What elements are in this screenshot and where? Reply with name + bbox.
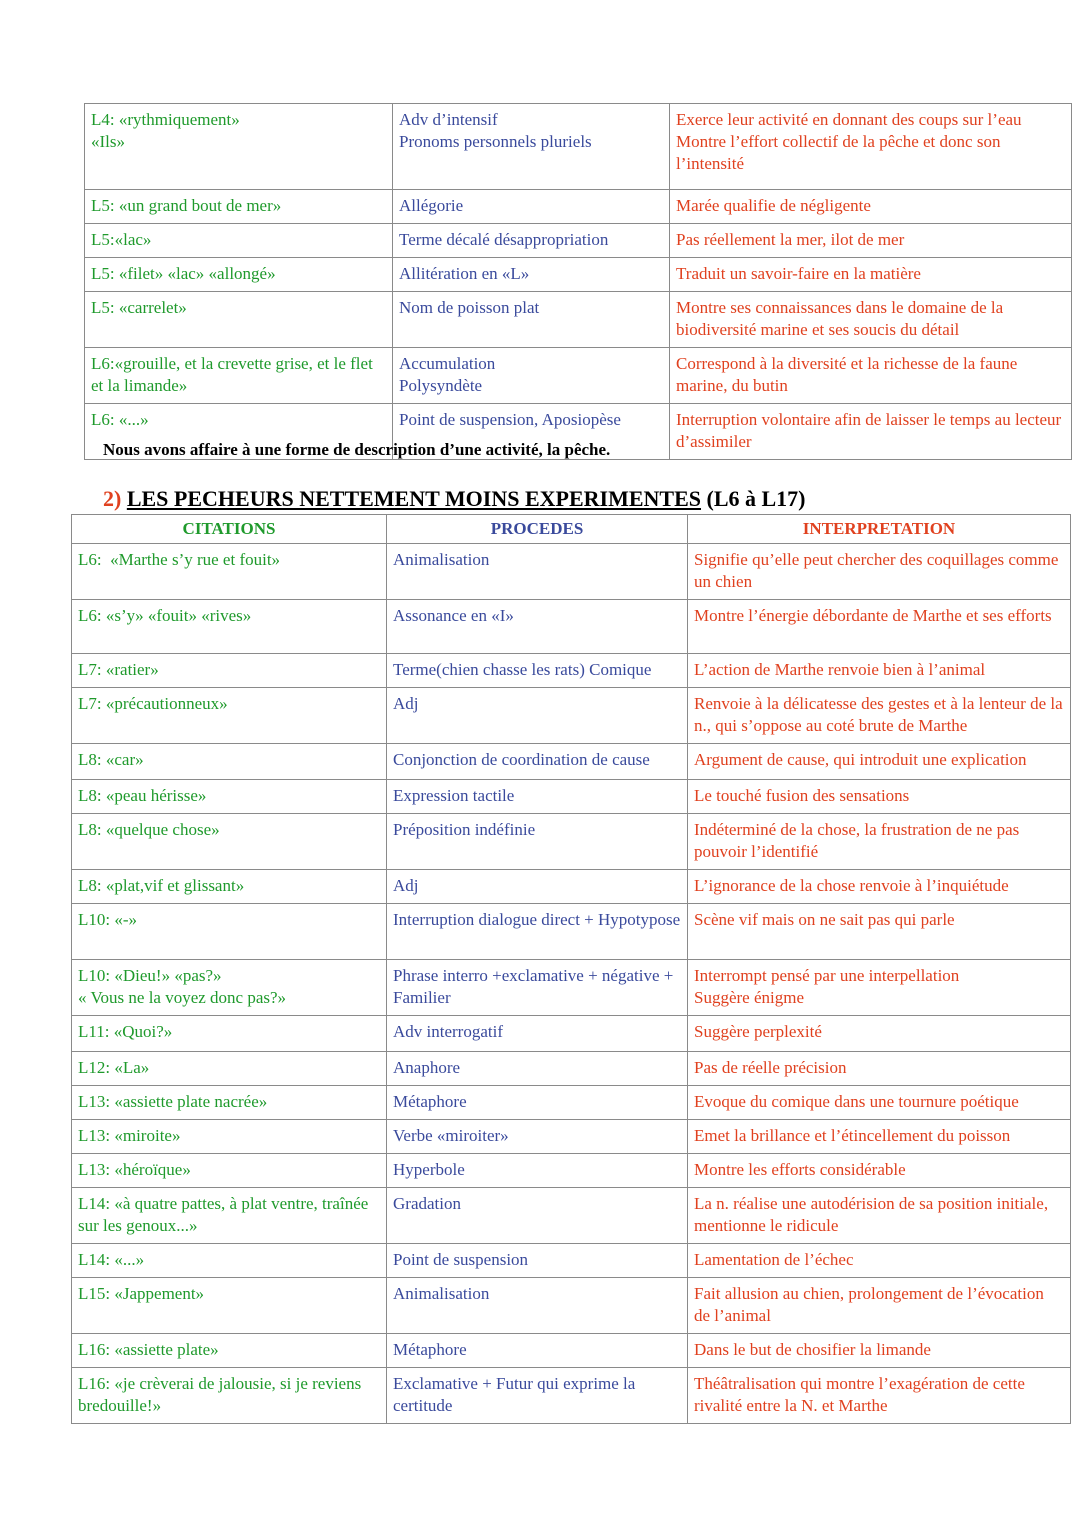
- procede-text: Adv interrogatif: [393, 1022, 503, 1041]
- interpretation-cell: [688, 1154, 1071, 1188]
- procede-text: Polysyndète: [399, 376, 483, 395]
- citation-cell: [72, 1368, 387, 1424]
- interpretation-text: Dans le but de chosifier la limande: [694, 1340, 931, 1359]
- section-range: (L6 à L17): [701, 486, 806, 511]
- procede-cell: [387, 1244, 688, 1278]
- citation-text: L5: «un grand bout de mer»: [91, 196, 282, 215]
- procede-text: Accumulation: [399, 354, 496, 373]
- procede-cell: [393, 104, 670, 190]
- table-row: [72, 544, 1071, 600]
- header-row: [72, 515, 1071, 544]
- citation-cell: [72, 654, 387, 688]
- procede-cell: [387, 1086, 688, 1120]
- interpretation-cell: [688, 688, 1071, 744]
- procede-cell: [387, 744, 688, 780]
- interpretation-text: Suggère perplexité: [694, 1022, 822, 1041]
- procede-cell: [387, 544, 688, 600]
- interpretation-text: Renvoie à la délicatesse des gestes et à la lenteur de la n., qui s’oppose au coté brute de Marthe: [694, 694, 1067, 735]
- procede-text: Conjonction de coordination de cause: [393, 750, 650, 769]
- citation-text: L13: «miroite»: [78, 1126, 181, 1145]
- table-row: [72, 780, 1071, 814]
- interpretation-cell: [688, 654, 1071, 688]
- procede-cell: [387, 1334, 688, 1368]
- citation-text: L6:«grouille, et la crevette grise, et le flet et la limande»: [91, 354, 378, 395]
- citation-text: L8: «car»: [78, 750, 144, 769]
- table-row: [72, 814, 1071, 870]
- citation-text: L8: «quelque chose»: [78, 820, 220, 839]
- citation-text: L16: «assiette plate»: [78, 1340, 219, 1359]
- citation-text: L11: «Quoi?»: [78, 1022, 173, 1041]
- summary-note: Nous avons affaire à une forme de description d’une activité, la pêche.: [103, 440, 611, 459]
- citation-text: L6: «...»: [91, 410, 149, 429]
- procede-cell: [387, 814, 688, 870]
- interpretation-cell: [688, 904, 1071, 960]
- citation-cell: [72, 1244, 387, 1278]
- procede-text: Anaphore: [393, 1058, 461, 1077]
- table-row: [72, 1334, 1071, 1368]
- interpretation-cell: [670, 258, 1072, 292]
- header-interpretation: INTERPRETATION: [688, 515, 1071, 544]
- citation-cell: [72, 1154, 387, 1188]
- citation-cell: [72, 1016, 387, 1052]
- table-row: [72, 1086, 1071, 1120]
- procede-text: Point de suspension, Aposiopèse: [399, 410, 621, 429]
- citation-text: L4: «rythmiquement»: [91, 110, 240, 129]
- procede-text: Adj: [393, 694, 419, 713]
- interpretation-text: Pas réellement la mer, ilot de mer: [676, 230, 905, 249]
- procede-cell: [387, 1120, 688, 1154]
- citation-cell: [72, 1052, 387, 1086]
- citation-text: L7: «précautionneux»: [78, 694, 228, 713]
- table-row: [85, 292, 1072, 348]
- citation-cell: [72, 544, 387, 600]
- interpretation-cell: [670, 404, 1072, 460]
- citation-text: L10: «-»: [78, 910, 138, 929]
- citation-cell: [72, 780, 387, 814]
- table-row: [72, 1368, 1071, 1424]
- table-row: [72, 1188, 1071, 1244]
- interpretation-text: Fait allusion au chien, prolongement de l’évocation de l’animal: [694, 1284, 1049, 1325]
- table-row: [85, 258, 1072, 292]
- interpretation-text: Interrompt pensé par une interpellation: [694, 966, 960, 985]
- procede-cell: [387, 1154, 688, 1188]
- table-row: [72, 1052, 1071, 1086]
- procede-text: Allitération en «L»: [399, 264, 530, 283]
- procede-cell: [393, 348, 670, 404]
- interpretation-text: Evoque du comique dans une tournure poétique: [694, 1092, 1019, 1111]
- procede-cell: [387, 688, 688, 744]
- section-number: 2): [103, 486, 122, 511]
- table-row: [72, 600, 1071, 654]
- procede-text: Pronoms personnels pluriels: [399, 132, 592, 151]
- procede-text: Point de suspension: [393, 1250, 529, 1269]
- interpretation-text: Théâtralisation qui montre l’exagération de cette rivalité entre la N. et Marthe: [694, 1374, 1030, 1415]
- interpretation-cell: [688, 1188, 1071, 1244]
- procede-cell: [387, 1368, 688, 1424]
- interpretation-text: L’action de Marthe renvoie bien à l’animal: [694, 660, 986, 679]
- procede-cell: [387, 1016, 688, 1052]
- procede-text: Hyperbole: [393, 1160, 465, 1179]
- interpretation-cell: [688, 1016, 1071, 1052]
- citation-text: L12: «La»: [78, 1058, 150, 1077]
- citation-text: L6: «Marthe s’y rue et fouit»: [78, 550, 281, 569]
- citation-text: L15: «Jappement»: [78, 1284, 205, 1303]
- procede-cell: [387, 1188, 688, 1244]
- interpretation-text: Montre l’effort collectif de la pêche et donc son l’intensité: [676, 132, 1005, 173]
- interpretation-cell: [688, 870, 1071, 904]
- citation-cell: [72, 814, 387, 870]
- citation-text: L13: «héroïque»: [78, 1160, 191, 1179]
- table-row: [72, 1120, 1071, 1154]
- citation-cell: [72, 1278, 387, 1334]
- citation-cell: [85, 292, 393, 348]
- interpretation-text: L’ignorance de la chose renvoie à l’inquiétude: [694, 876, 1009, 895]
- citation-text: L5:«lac»: [91, 230, 152, 249]
- interpretation-cell: [688, 1368, 1071, 1424]
- header-citations: CITATIONS: [72, 515, 387, 544]
- interpretation-cell: [670, 224, 1072, 258]
- procede-text: Interruption dialogue direct + Hypotypose: [393, 910, 681, 929]
- citation-text: L5: «carrelet»: [91, 298, 187, 317]
- citation-cell: [85, 224, 393, 258]
- table-row: [72, 688, 1071, 744]
- interpretation-cell: [670, 104, 1072, 190]
- procede-text: Terme(chien chasse les rats) Comique: [393, 660, 652, 679]
- interpretation-cell: [670, 292, 1072, 348]
- section-title: LES PECHEURS NETTEMENT MOINS EXPERIMENTES: [126, 486, 701, 511]
- procede-cell: [387, 960, 688, 1016]
- table-row: [72, 960, 1071, 1016]
- interpretation-cell: [688, 780, 1071, 814]
- analysis-table-2: [71, 514, 1071, 1424]
- table-row: [85, 104, 1072, 190]
- citation-text: L10: «Dieu!» «pas?»: [78, 966, 222, 985]
- procede-cell: [387, 870, 688, 904]
- procede-text: Animalisation: [393, 1284, 490, 1303]
- interpretation-text: Marée qualifie de négligente: [676, 196, 871, 215]
- interpretation-text: Montre les efforts considérable: [694, 1160, 906, 1179]
- citation-text: L5: «filet» «lac» «allongé»: [91, 264, 276, 283]
- citation-text: L8: «peau hérisse»: [78, 786, 207, 805]
- table-row: [85, 224, 1072, 258]
- citation-cell: [72, 744, 387, 780]
- procede-text: Phrase interro +exclamative + négative + Familier: [393, 966, 678, 1007]
- procede-text: Animalisation: [393, 550, 490, 569]
- table-row: [72, 654, 1071, 688]
- procede-text: Verbe «miroiter»: [393, 1126, 509, 1145]
- interpretation-text: Traduit un savoir-faire en la matière: [676, 264, 921, 283]
- interpretation-text: Exerce leur activité en donnant des coups sur l’eau: [676, 110, 1022, 129]
- procede-text: Gradation: [393, 1194, 461, 1213]
- citation-cell: [72, 904, 387, 960]
- citation-cell: [85, 348, 393, 404]
- interpretation-cell: [688, 1086, 1071, 1120]
- procede-cell: [387, 780, 688, 814]
- interpretation-cell: [688, 1334, 1071, 1368]
- interpretation-text: Indéterminé de la chose, la frustration de ne pas pouvoir l’identifié: [694, 820, 1024, 861]
- citation-cell: [72, 1120, 387, 1154]
- interpretation-text: Le touché fusion des sensations: [694, 786, 910, 805]
- table-row: [85, 190, 1072, 224]
- citation-cell: [85, 104, 393, 190]
- interpretation-cell: [688, 744, 1071, 780]
- table-row: [72, 1016, 1071, 1052]
- interpretation-cell: [688, 1244, 1071, 1278]
- interpretation-cell: [688, 1278, 1071, 1334]
- citation-text: L13: «assiette plate nacrée»: [78, 1092, 268, 1111]
- procede-cell: [387, 600, 688, 654]
- procede-cell: [393, 258, 670, 292]
- procede-text: Exclamative + Futur qui exprime la certitude: [393, 1374, 640, 1415]
- interpretation-text: Correspond à la diversité et la richesse de la faune marine, du butin: [676, 354, 1022, 395]
- interpretation-text: Argument de cause, qui introduit une explication: [694, 750, 1027, 769]
- citation-text: L7: «ratier»: [78, 660, 159, 679]
- interpretation-text: Montre l’énergie débordante de Marthe et ses efforts: [694, 606, 1052, 625]
- procede-text: Expression tactile: [393, 786, 515, 805]
- procede-text: Préposition indéfinie: [393, 820, 536, 839]
- citation-text: «Ils»: [91, 132, 125, 151]
- interpretation-cell: [688, 814, 1071, 870]
- citation-cell: [72, 688, 387, 744]
- procede-text: Adj: [393, 876, 419, 895]
- procede-text: Adv d’intensif: [399, 110, 498, 129]
- interpretation-text: Montre ses connaissances dans le domaine de la biodiversité marine et ses soucis du détail: [676, 298, 1008, 339]
- citation-cell: [85, 190, 393, 224]
- citation-text: L14: «à quatre pattes, à plat ventre, traînée sur les genoux...»: [78, 1194, 373, 1235]
- procede-text: Terme décalé désappropriation: [399, 230, 609, 249]
- table-row: [72, 744, 1071, 780]
- table-row: [72, 1278, 1071, 1334]
- header-procedes: PROCEDES: [387, 515, 688, 544]
- procede-text: Métaphore: [393, 1092, 467, 1111]
- interpretation-cell: [688, 544, 1071, 600]
- procede-cell: [387, 904, 688, 960]
- interpretation-text: Pas de réelle précision: [694, 1058, 847, 1077]
- interpretation-cell: [688, 600, 1071, 654]
- citation-cell: [85, 258, 393, 292]
- procede-text: Nom de poisson plat: [399, 298, 540, 317]
- table-row: [72, 1244, 1071, 1278]
- interpretation-cell: [688, 1120, 1071, 1154]
- interpretation-cell: [670, 190, 1072, 224]
- procede-text: Assonance en «I»: [393, 606, 514, 625]
- interpretation-text: La n. réalise une autodérision de sa position initiale, mentionne le ridicule: [694, 1194, 1053, 1235]
- table-row: [85, 348, 1072, 404]
- citation-cell: [72, 1188, 387, 1244]
- interpretation-text: Signifie qu’elle peut chercher des coquillages comme un chien: [694, 550, 1063, 591]
- interpretation-cell: [688, 1052, 1071, 1086]
- procede-cell: [393, 190, 670, 224]
- procede-cell: [393, 292, 670, 348]
- interpretation-cell: [688, 960, 1071, 1016]
- interpretation-text: Suggère énigme: [694, 988, 804, 1007]
- procede-cell: [387, 654, 688, 688]
- interpretation-text: Emet la brillance et l’étincellement du poisson: [694, 1126, 1011, 1145]
- citation-cell: [72, 600, 387, 654]
- citation-text: L8: «plat,vif et glissant»: [78, 876, 245, 895]
- table-row: [72, 870, 1071, 904]
- table-row: [72, 904, 1071, 960]
- procede-cell: [393, 224, 670, 258]
- citation-cell: [72, 960, 387, 1016]
- interpretation-cell: [670, 348, 1072, 404]
- procede-text: Allégorie: [399, 196, 464, 215]
- citation-text: L14: «...»: [78, 1250, 145, 1269]
- interpretation-text: Interruption volontaire afin de laisser le temps au lecteur d’assimiler: [676, 410, 1066, 451]
- citation-text: « Vous ne la voyez donc pas?»: [78, 988, 287, 1007]
- citation-cell: [72, 1334, 387, 1368]
- procede-cell: [387, 1052, 688, 1086]
- interpretation-text: Scène vif mais on ne sait pas qui parle: [694, 910, 955, 929]
- citation-cell: [72, 870, 387, 904]
- procede-text: Métaphore: [393, 1340, 467, 1359]
- citation-text: L16: «je crèverai de jalousie, si je reviens bredouille!»: [78, 1374, 366, 1415]
- section-heading: [103, 486, 806, 512]
- interpretation-text: Lamentation de l’échec: [694, 1250, 854, 1269]
- procede-cell: [387, 1278, 688, 1334]
- citation-cell: [72, 1086, 387, 1120]
- citation-text: L6: «s’y» «fouit» «rives»: [78, 606, 252, 625]
- analysis-table-1: [84, 103, 1072, 460]
- table-row: [72, 1154, 1071, 1188]
